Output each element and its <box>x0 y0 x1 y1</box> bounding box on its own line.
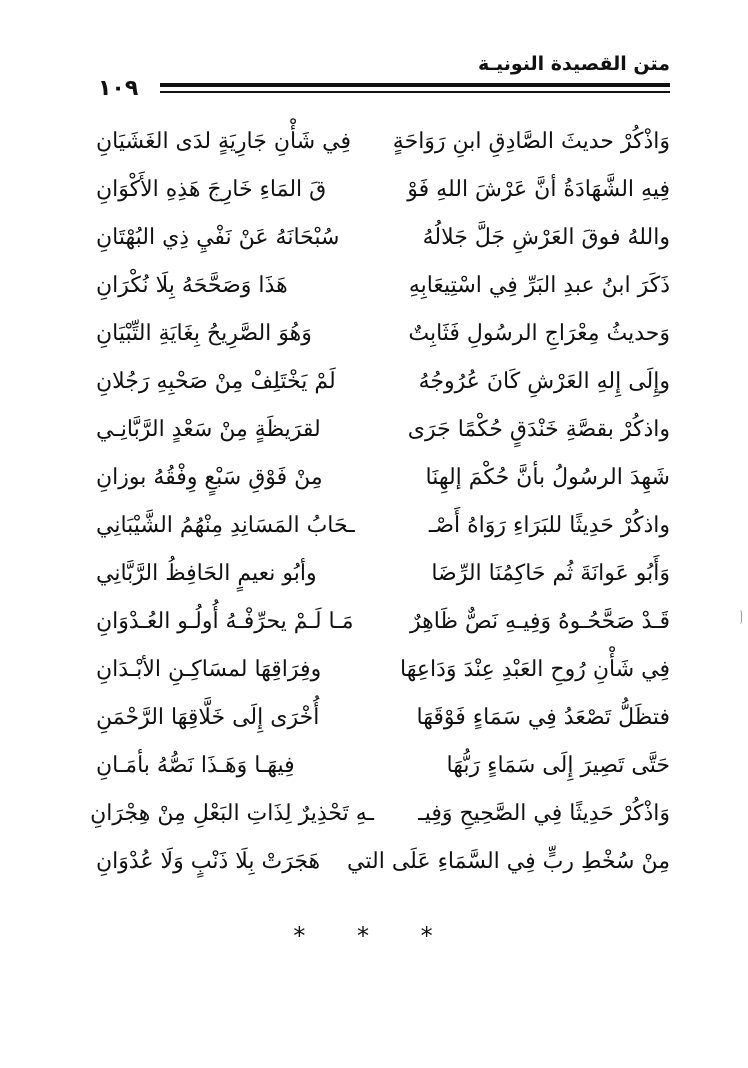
verse-second-hemistich: فِي شَأْنِ جَارِيَةٍ لدَى الغَشَيَانِ <box>96 129 351 154</box>
verse-second-hemistich: هَذَا وَصَحَّحَهُ بِلَا نُكْرَانِ <box>96 273 288 298</box>
verse <box>96 166 670 214</box>
running-title: متن القصيدة النونيـة <box>477 53 670 75</box>
page-number: ١٠٩ <box>98 76 139 101</box>
verse-first-hemistich: فِي شَأْنِ رُوحِ العَبْدِ عِنْدَ وَدَاعِهَا <box>400 657 670 682</box>
verse-second-hemistich: سُبْحَانَهُ عَنْ نَفْيِ ذِي البُهْتَانِ <box>96 225 340 250</box>
verse <box>96 742 670 790</box>
verse-first-hemistich: ذَكَرَ ابنُ عبدِ البَرِّ فِي اسْتِيعَابِهِ <box>408 273 670 298</box>
verse-second-hemistich: وفِرَاقِهَا لمسَاكِـنِ الأبْـدَانِ <box>96 657 322 682</box>
verse-second-hemistich: ـحَابُ المَسَانِدِ مِنْهُمُ الشَّيْبَانِي <box>96 513 355 538</box>
verse <box>96 310 670 358</box>
verse <box>96 118 670 166</box>
verse <box>96 646 670 694</box>
section-ornament: * * * <box>293 922 455 950</box>
verse-first-hemistich: وَحديثُ مِعْرَاجِ الرسُولِ فَثَابِتٌ <box>408 321 670 346</box>
verse-first-hemistich: وَاذْكُرْ حَدِيثًا فِي الصَّحِيحِ وَفِيـ <box>418 801 670 826</box>
verse <box>96 694 670 742</box>
verse <box>96 502 670 550</box>
verse <box>90 790 670 838</box>
poem <box>90 118 670 886</box>
verse-second-hemistich: هَجَرَتْ بِلَا ذَنْبٍ وَلَا عُدْوَانِ <box>96 849 321 874</box>
verse-first-hemistich: وَأَبُو عَوانَةَ ثُم حَاكِمُنَا الرِّضَا <box>431 561 670 586</box>
verse-second-hemistich: مَـا لَـمْ يحرِّفْـهُ أُولُـو العُـدْوَانِ <box>96 609 354 634</box>
verse-first-hemistich: واللهُ فوقَ العَرْشِ جَلَّ جَلالُهُ <box>422 225 670 250</box>
verse-first-hemistich: واذكُرْ حَدِيثًا للبَرَاءِ رَوَاهُ أَصْـ <box>428 513 670 538</box>
verse-second-hemistich: أُخْرَى إِلَى خَلَّاقِهَا الرَّحْمَنِ <box>96 705 320 730</box>
verse-first-hemistich: فِيهِ الشَّهَادَةُ أنَّ عَرْشَ اللهِ فَوْ <box>407 177 670 202</box>
verse-first-hemistich: وَاذْكُرْ حديثَ الصَّادِقِ ابنِ رَوَاحَةٍ <box>392 129 670 154</box>
verse-first-hemistich: فتظَلُّ تَصْعَدُ فِي سَمَاءٍ فَوْقَهَا <box>416 705 670 730</box>
verse <box>96 214 670 262</box>
verse-second-hemistich: قَ المَاءِ خَارِجَ هَذِهِ الأَكْوَانِ <box>96 177 327 202</box>
header-rule-thin <box>160 91 670 93</box>
verse-first-hemistich: وإِلَى إِلهِ العَرْشِ كَانَ عُرُوجُهُ <box>418 369 670 394</box>
verse <box>96 838 670 886</box>
verse-second-hemistich: وأبُو نعيمٍ الحَافِظُ الرَّبَّانِي <box>96 561 317 586</box>
verse-first-hemistich: حَتَّى تَصِيرَ إِلَى سَمَاءٍ رَبُّهَا <box>446 753 670 778</box>
margin-bracket-mark <box>737 610 742 624</box>
verse-second-hemistich: فِيهَـا وَهَـذَا نَصُّهُ بأمَـانِ <box>96 753 295 778</box>
verse-first-hemistich: مِنْ سُخْطِ ربٍّ فِي السَّمَاءِ عَلَى التي <box>347 849 670 874</box>
verse <box>96 262 670 310</box>
verse <box>96 358 670 406</box>
verse-first-hemistich: شَهِدَ الرسُولُ بأنَّ حُكْمَ إلهِنَا <box>425 465 670 490</box>
verse-second-hemistich: مِنْ فَوْقِ سَبْعٍ وِفْقُهُ بوزانِ <box>96 465 323 490</box>
verse <box>96 406 670 454</box>
verse <box>96 550 670 598</box>
verse <box>96 598 670 646</box>
verse-second-hemistich: لقرَيظَةٍ مِنْ سَعْدٍ الرَّبَّانِـي <box>96 417 321 442</box>
verse-first-hemistich: قَـدْ صَحَّحُـوهُ وَفِيـهِ نَصٌّ ظَاهِرٌ <box>410 609 670 634</box>
verse-first-hemistich: واذكُرْ بقصَّةِ خَنْدَقٍ حُكْمًا جَرَى <box>407 417 670 442</box>
header-rule-thick <box>160 83 670 87</box>
verse-second-hemistich: لَمْ يَخْتَلِفْ مِنْ صَحْبِهِ رَجُلانِ <box>96 369 336 394</box>
verse <box>96 454 670 502</box>
verse-second-hemistich: ـهِ تَحْذِيرٌ لِذَاتِ البَعْلِ مِنْ هِجْرَانِ <box>90 801 374 826</box>
verse-second-hemistich: وَهُوَ الصَّرِيحُ بِغَايَةِ التِّبْيَانِ <box>96 321 312 346</box>
